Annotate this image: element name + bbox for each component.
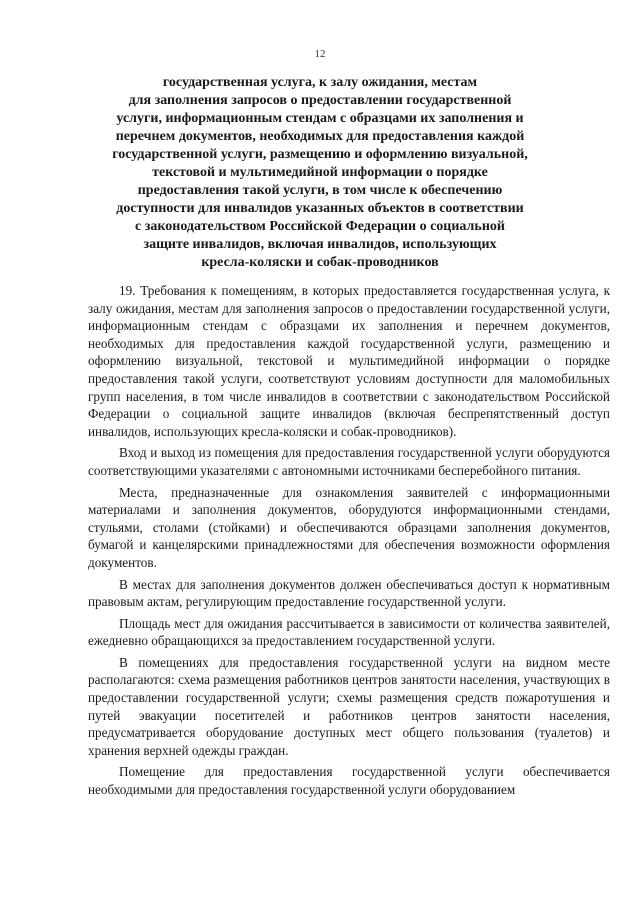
heading-line: с законодательством Российской Федерации о социальной (135, 219, 505, 234)
paragraph: 19. Требования к помещениям, в которых предоставляется государственная услуга, к залу ожидания, местам для заполнения запросов о предоставлении государственной услуги, информационным стендам с образцами их заполнения и перечнем документов, необходимых для предоставления каждой государственной услуги, размещению и оформлению визуальной, текстовой и мультимедийной информации о порядке предоставления такой услуги, соответствуют условиям доступности для маломобильных групп населения, в том числе инвалидов в соответствии с законодательством Российской Федерации о социальной защите инвалидов (включая беспрепятственный доступ инвалидов, использующих кресла-коляски и собак-проводников). (88, 283, 610, 439)
paragraph: В местах для заполнения документов должен обеспечиваться доступ к нормативным правовым актам, регулирующим предоставление государственной услуги. (88, 576, 610, 610)
paragraph: Площадь мест для ожидания рассчитывается в зависимости от количества заявителей, ежедневно обращающихся за предоставлением государственной услуги. (88, 615, 610, 649)
body-text (88, 282, 610, 803)
paragraph: Вход и выход из помещения для предоставления государственной услуги оборудуются соответствующими указателями с автономными источниками бесперебойного питания. (88, 445, 610, 478)
paragraph: В помещениях для предоставления государственной услуги на видном месте располагаются: схема размещения работников центров занятости населения, участвующих в предоставлении государственной услуги; схемы размещения средств пожаротушения и путей эвакуации посетителей и работников центров занятости населения, предусматривается оборудование доступных мест общего пользования (туалетов) и хранения верхней одежды граждан. (88, 654, 610, 758)
heading-line: кресла-коляски и собак-проводников (201, 255, 439, 270)
heading-line: перечнем документов, необходимых для предоставления каждой (115, 129, 525, 144)
page-number: 12 (314, 48, 326, 60)
heading-line: текстовой и мультимедийной информации о порядке (152, 165, 488, 180)
heading-line: государственной услуги, размещению и оформлению визуальной, (112, 147, 528, 162)
heading-line: услуги, информационным стендам с образцами их заполнения и (116, 111, 524, 126)
heading-line: доступности для инвалидов указанных объектов в соответствии (116, 201, 524, 216)
heading-line: предоставления такой услуги, в том числе к обеспечению (137, 183, 503, 198)
heading-line: защите инвалидов, включая инвалидов, использующих (143, 237, 497, 252)
heading-line: государственная услуга, к залу ожидания, местам (162, 75, 478, 90)
paragraph: Помещение для предоставления государственной услуги обеспечивается необходимыми для предоставления государственной услуги оборудованием (88, 764, 610, 798)
section-heading (80, 74, 560, 272)
heading-line: для заполнения запросов о предоставлении государственной (128, 93, 512, 108)
paragraph: Места, предназначенные для ознакомления заявителей с информационными материалами и заполнения документов, оборудуются информационными стендами, стульями, столами (стойками) и обеспечиваются образцами заполнения документов, бумагой и канцелярскими принадлежностями для обеспечения возможности оформления документов. (88, 484, 610, 570)
